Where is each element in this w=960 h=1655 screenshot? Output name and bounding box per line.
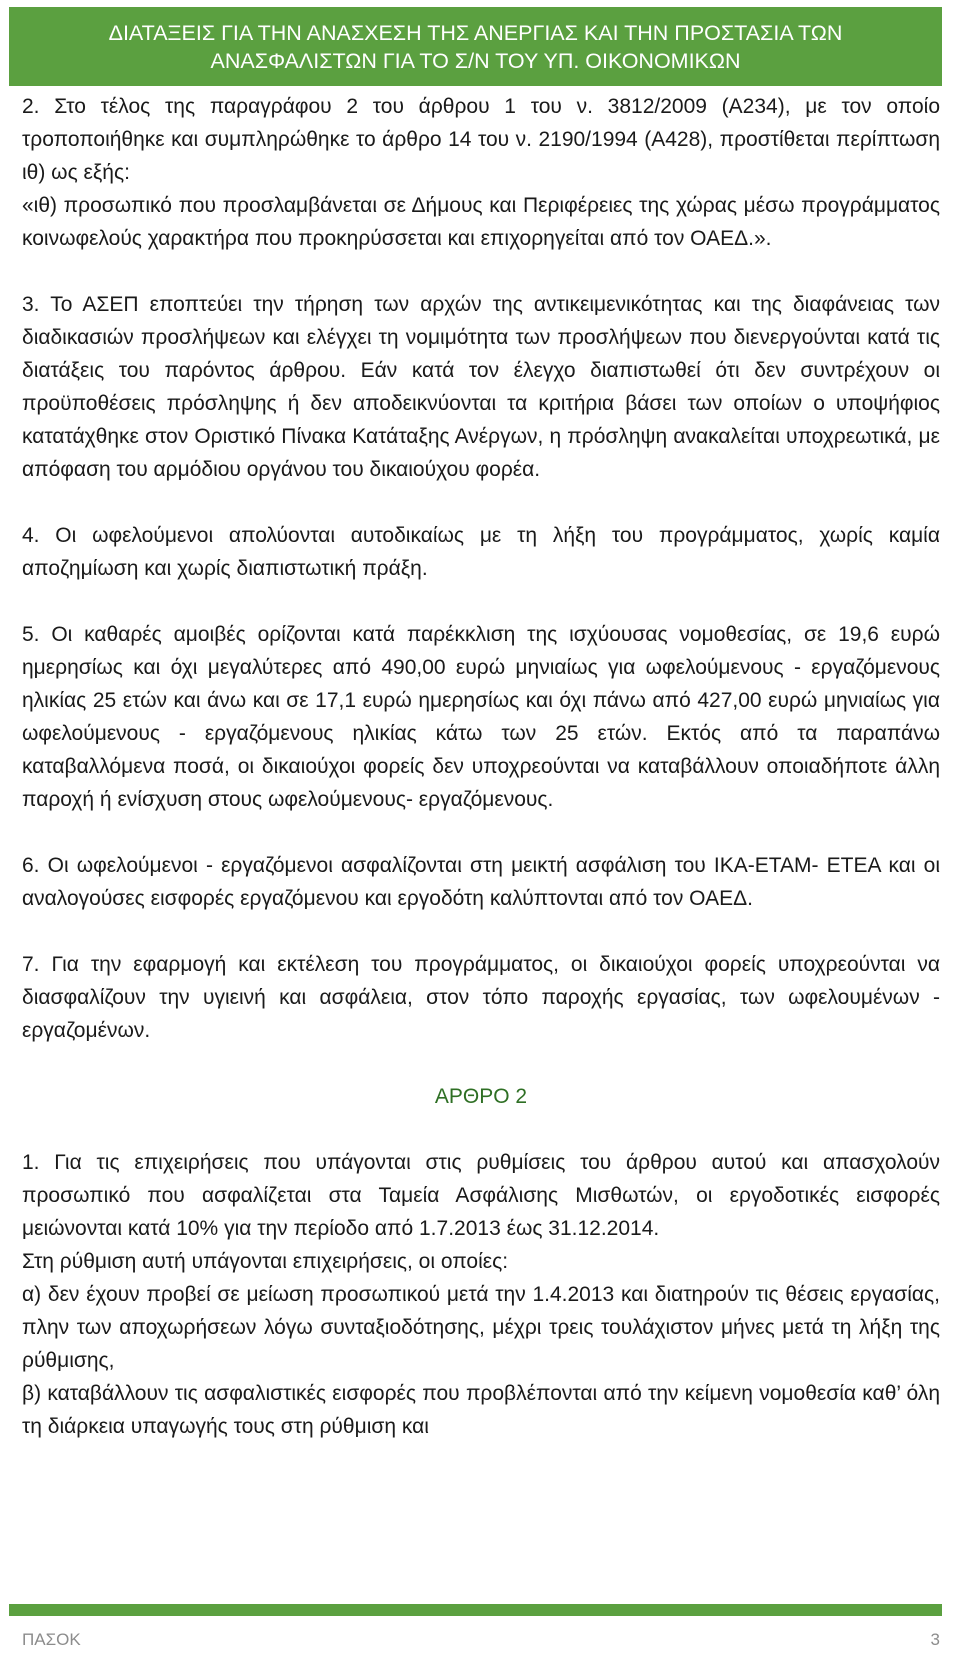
header-title-line-1: ΔΙΑΤΑΞΕΙΣ ΓΙΑ ΤΗΝ ΑΝΑΣΧΕΣΗ ΤΗΣ ΑΝΕΡΓΙΑΣ ΚΑΙ ΤΗΝ ΠΡΟΣΤΑΣΙΑ ΤΩΝ xyxy=(108,21,843,45)
paragraph-3: 3. Το ΑΣΕΠ εποπτεύει την τήρηση των αρχών της αντικειμενικότητας και της διαφάνειας των διαδικασιών προσλήψεων και ελέγχει τη νομιμότητα των προσλήψεων που διενεργούνται κατά τις διατάξεις του παρόντος άρθρου. Εάν κατά τον έλεγχο διαπιστωθεί ότι δεν συντρέχουν οι προϋποθέσεις πρόσληψης ή δεν αποδεικνύονται τα κριτήρια βάσει των οποίων ο υποψήφιος κατατάχθηκε στον Οριστικό Πίνακα Κατάταξης Ανέργων, η πρόσληψη ανακαλείται υποχρεωτικά, με απόφαση του αρμόδιου οργάνου του δικαιούχου φορέα. xyxy=(22,293,940,481)
article-2-item-b: β) καταβάλλουν τις ασφαλιστικές εισφορές που προβλέπονται από την κείμενη νομοθεσία καθ’ όλη τη διάρκεια υπαγωγής τους στη ρύθμιση και xyxy=(22,1382,940,1438)
page-number: 3 xyxy=(930,1630,940,1649)
paragraph-2-quote: «ιθ) προσωπικό που προσλαμβάνεται σε Δήμους και Περιφέρειες της χώρας μέσω προγράμματος κοινωφελούς χαρακτήρα που προκηρύσσεται και επιχορηγείται από τον ΟΑΕΔ.». xyxy=(22,194,940,250)
article-2-item-a: α) δεν έχουν προβεί σε μείωση προσωπικού μετά την 1.4.2013 και διατηρούν τις θέσεις εργασίας, πλην των αποχωρήσεων λόγω συνταξιοδότησης, μέχρι τρεις τουλάχιστον μήνες μετά τη λήξη της ρύθμισης, xyxy=(22,1283,940,1372)
paragraph-5: 5. Οι καθαρές αμοιβές ορίζονται κατά παρέκκλιση της ισχύουσας νομοθεσίας, σε 19,6 ευρώ ημερησίως και όχι μεγαλύτερες από 490,00 ευρώ μηνιαίως για ωφελούμενους - εργαζόμενους ηλικίας 25 ετών και άνω και σε 17,1 ευρώ ημερησίως και όχι πάνω από 427,00 ευρώ μηνιαίως για ωφελούμενους - εργαζόμενους ηλικίας κάτω των 25 ετών. Εκτός από τα παραπάνω καταβαλλόμενα ποσά, οι δικαιούχοι φορείς δεν υποχρεούνται να καταβάλλουν οποιαδήποτε άλλη παροχή ή ενίσχυση στους ωφελούμενους- εργαζόμενους. xyxy=(22,623,940,811)
header-title-line-2: ΑΝΑΣΦΑΛΙΣΤΩΝ ΓΙΑ ΤΟ Σ/Ν ΤΟΥ ΥΠ. ΟΙΚΟΝΟΜΙΚΩΝ xyxy=(210,49,741,73)
paragraph-2: 2. Στο τέλος της παραγράφου 2 του άρθρου 1 του ν. 3812/2009 (Α234), με τον οποίο τροποποιήθηκε και συμπληρώθηκε το άρθρο 14 του ν. 2190/1994 (Α428), προστίθεται περίπτωση ιθ) ως εξής: xyxy=(22,95,940,184)
article-2-paragraph-1: 1. Για τις επιχειρήσεις που υπάγονται στις ρυθμίσεις του άρθρου αυτού και απασχολούν προσωπικό που ασφαλίζεται στα Ταμεία Ασφάλισης Μισθωτών, οι εργοδοτικές εισφορές μειώνονται κατά 10% για την περίοδο από 1.7.2013 έως 31.12.2014. xyxy=(22,1151,940,1240)
paragraph-4: 4. Οι ωφελούμενοι απολύονται αυτοδικαίως με τη λήξη του προγράμματος, χωρίς καμία αποζημίωση και χωρίς διαπιστωτική πράξη. xyxy=(22,524,940,580)
paragraph-7: 7. Για την εφαρμογή και εκτέλεση του προγράμματος, οι δικαιούχοι φορείς υποχρεούνται να διασφαλίζουν την υγιεινή και ασφάλεια, στον τόπο παροχής εργασίας, των ωφελουμένων - εργαζομένων. xyxy=(22,953,940,1042)
paragraph-6: 6. Οι ωφελούμενοι - εργαζόμενοι ασφαλίζονται στη μεικτή ασφάλιση του ΙΚΑ-ΕΤΑΜ- ΕΤΕΑ και οι αναλογούσες εισφορές εργαζόμενου και εργοδότη καλύπτονται από τον ΟΑΕΔ. xyxy=(22,854,940,910)
article-2-paragraph-1-intro: Στη ρύθμιση αυτή υπάγονται επιχειρήσεις, οι οποίες: xyxy=(22,1250,509,1273)
footer-party-label: ΠΑΣΟΚ xyxy=(22,1630,81,1649)
article-2-heading: ΑΡΘΡΟ 2 xyxy=(434,1085,528,1108)
footer-divider xyxy=(9,1604,942,1616)
document-body xyxy=(22,90,940,1443)
document-header xyxy=(9,7,942,86)
